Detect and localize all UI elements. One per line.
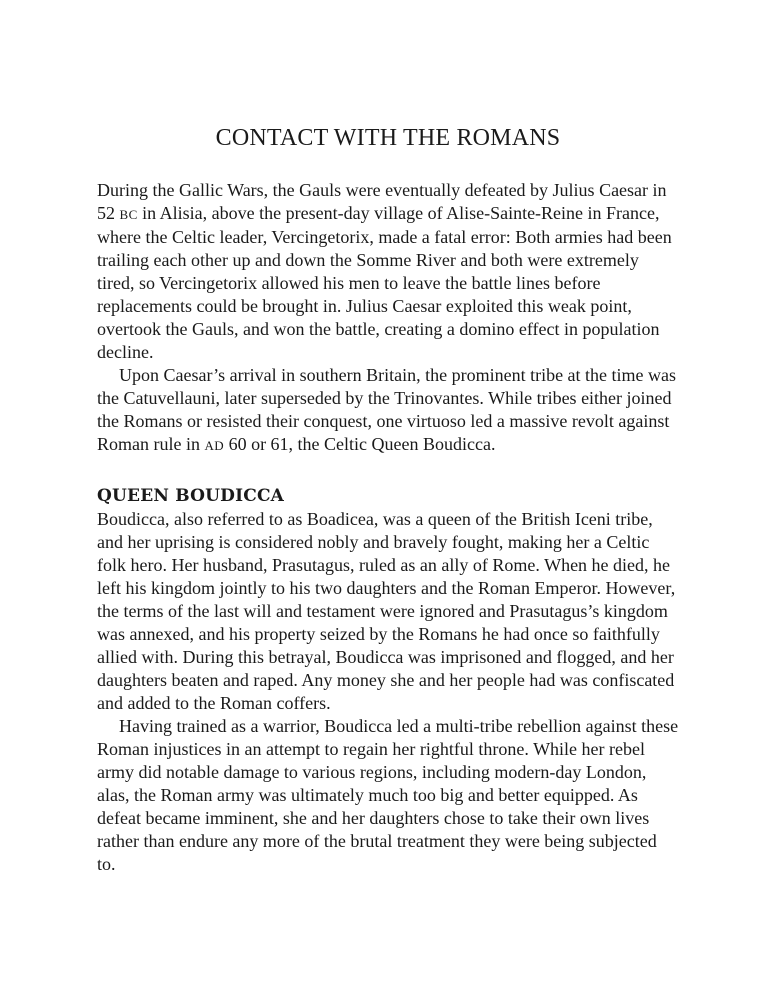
section-heading: QUEEN BOUDICCA [97, 486, 285, 506]
chapter-paragraph-1 [97, 179, 679, 364]
section-paragraph-1: Boudicca, also referred to as Boadicea, was a queen of the British Iceni tribe, and her uprising is considered nobly and bravely fought, making her a Celtic folk hero. Her husband, Prasutagus, ruled as an ally of Rome. When he died, he left his kingdom jointly to his two daughters and the Roman Emperor. However, the terms of the last will and testament were ignored and Prasutagus’s kingdom was annexed, and his property seized by the Romans he had once so faithfully allied with. During this betrayal, Boudicca was imprisoned and flogged, and her daughters beaten and raped. Any money she and her people had was confiscated and added to the Roman coffers. [97, 509, 676, 713]
chapter-paragraph-2 [97, 364, 679, 457]
paragraph-text: in Alisia, above the present-day village of Alise-Sainte-Reine in France, where the Celtic leader, Vercingetorix, made a fatal error: Both armies had been trailing each other up and down the Somme River and both were extremely tired, so Vercingetorix allowed his men to leave the battle lines before replacements could be brought in. Julius Caesar exploited this weak point, overtook the Gauls, and won the battle, creating a domino effect in population decline. [97, 203, 672, 362]
book-page [97, 120, 679, 876]
era-abbreviation: BC [119, 207, 138, 222]
chapter-title: CONTACT WITH THE ROMANS [215, 125, 561, 151]
paragraph-text: 60 or 61, the Celtic Queen Boudicca. [224, 434, 496, 454]
paragraph-text: During the Gallic Wars, the Gauls were eventually defeated by Julius Caesar in 52 [97, 180, 667, 223]
era-abbreviation: AD [204, 438, 225, 453]
paragraph-text: Upon Caesar’s arrival in southern Britain, the prominent tribe at the time was the Catuvellauni, later superseded by the Trinovantes. While tribes either joined the Romans or resisted their conquest, one virtuoso led a massive revolt against Roman rule in [97, 365, 677, 454]
section-paragraph-2: Having trained as a warrior, Boudicca led a multi-tribe rebellion against these Roman injustices in an attempt to regain her rightful throne. While her rebel army did notable damage to various regions, including modern-day London, alas, the Roman army was ultimately much too big and better equipped. As defeat became imminent, she and her daughters chose to take their own lives rather than endure any more of the brutal treatment they were being subjected to. [97, 716, 679, 874]
